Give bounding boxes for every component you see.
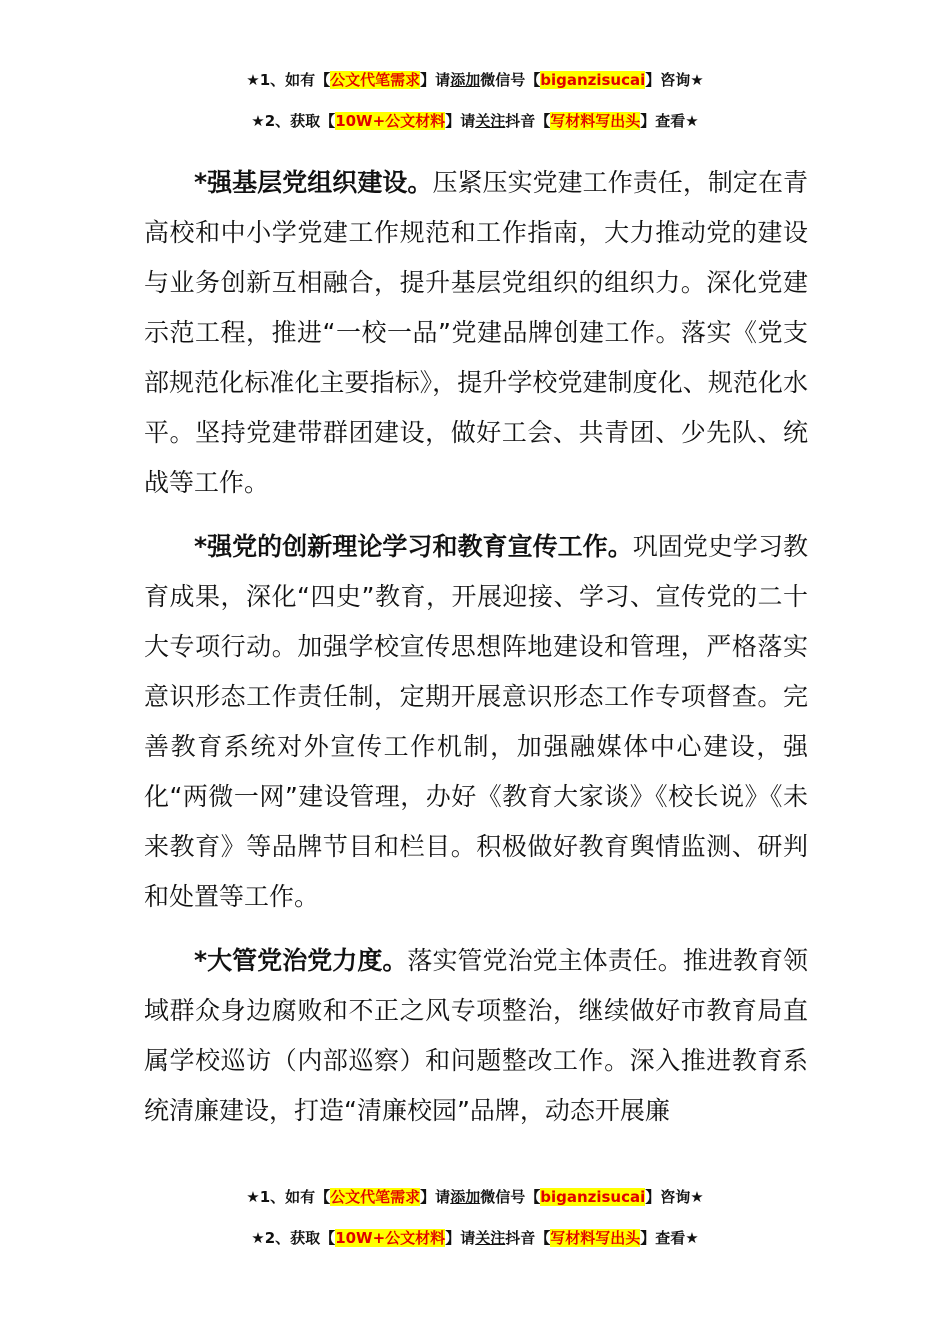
banner-highlight: 写材料写出头 (550, 112, 641, 130)
footer-banner-line-2 (0, 1228, 950, 1248)
banner-underline: 添加 (450, 71, 481, 89)
banner-text: ★1、如有【 (246, 71, 331, 89)
document-body (144, 158, 808, 1136)
banner-text: 】请 (420, 1188, 451, 1206)
banner-text: 】查看★ (640, 1229, 699, 1247)
banner-underline: 关注 (475, 112, 506, 130)
banner-highlight: 10W+公文材料 (335, 1229, 446, 1247)
banner-text: 】咨询★ (645, 71, 704, 89)
banner-highlight: 10W+公文材料 (335, 112, 446, 130)
header-banner-line-1 (0, 70, 950, 90)
footer-banner-line-1 (0, 1187, 950, 1207)
paragraph-text: 压紧压实党建工作责任，制定在青高校和中小学党建工作规范和工作指南，大力推动党的建设与业务创新互相融合，提升基层党组织的组织力。深化党建示范工程，推进“一校一品”党建品牌创建工作。落实《党支部规范化标准化主要指标》，提升学校党建制度化、规范化水平。坚持党建带群团建设，做好工会、共青团、少先队、统战等工作。 (144, 168, 808, 497)
banner-underline: 关注 (475, 1229, 506, 1247)
banner-text: 抖音【 (505, 112, 551, 130)
banner-highlight: 公文代笔需求 (330, 71, 421, 89)
paragraph (144, 158, 808, 508)
banner-highlight: 写材料写出头 (550, 1229, 641, 1247)
banner-text: 】查看★ (640, 112, 699, 130)
paragraph-text: 落实管党治党主体责任。推进教育领域群众身边腐败和不正之风专项整治，继续做好市教育局直属学校巡访（内部巡察）和问题整改工作。深入推进教育系统清廉建设，打造“清廉校园”品牌，动态开展廉 (144, 946, 808, 1125)
banner-text: 微信号【 (480, 1188, 541, 1206)
banner-highlight: 公文代笔需求 (330, 1188, 421, 1206)
paragraph-heading: *强基层党组织建设。 (194, 168, 433, 197)
banner-text: ★2、获取【 (251, 1229, 336, 1247)
banner-highlight: biganzisucai (540, 1188, 646, 1206)
header-banner-line-2 (0, 111, 950, 131)
paragraph-text: 巩固党史学习教育成果，深化“四史”教育，开展迎接、学习、宣传党的二十大专项行动。加强学校宣传思想阵地建设和管理，严格落实意识形态工作责任制，定期开展意识形态工作专项督查。完善教育系统对外宣传工作机制，加强融媒体中心建设，强化“两微一网”建设管理，办好《教育大家谈》《校长说》《未来教育》等品牌节目和栏目。积极做好教育舆情监测、研判和处置等工作。 (144, 532, 808, 911)
paragraph-heading: *强党的创新理论学习和教育宣传工作。 (194, 532, 633, 561)
banner-text: 】请 (420, 71, 451, 89)
paragraph (144, 522, 808, 922)
paragraph-heading: *大管党治党力度。 (194, 946, 408, 975)
banner-text: 】请 (445, 112, 476, 130)
banner-highlight: biganzisucai (540, 71, 646, 89)
paragraph (144, 936, 808, 1136)
banner-text: 】请 (445, 1229, 476, 1247)
banner-text: ★1、如有【 (246, 1188, 331, 1206)
banner-text: ★2、获取【 (251, 112, 336, 130)
banner-text: 微信号【 (480, 71, 541, 89)
banner-text: 抖音【 (505, 1229, 551, 1247)
banner-underline: 添加 (450, 1188, 481, 1206)
banner-text: 】咨询★ (645, 1188, 704, 1206)
